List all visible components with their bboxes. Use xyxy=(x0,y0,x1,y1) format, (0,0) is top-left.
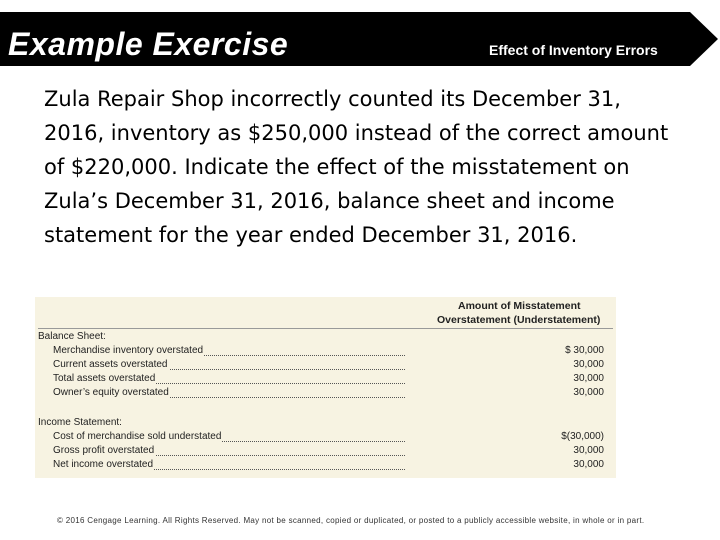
header-divider xyxy=(38,328,613,329)
row-amount: $(30,000) xyxy=(561,431,604,442)
row-amount: 30,000 xyxy=(573,359,604,370)
table-row-label xyxy=(53,359,403,370)
table-row-label xyxy=(53,445,403,456)
row-label-text: Merchandise inventory overstated xyxy=(53,345,204,356)
row-amount: 30,000 xyxy=(573,459,604,470)
row-label-text: Current assets overstated xyxy=(53,359,168,370)
table-row-label xyxy=(53,345,403,356)
table-row-label xyxy=(53,431,403,442)
misstatement-table xyxy=(35,297,616,478)
income-statement-heading: Income Statement: xyxy=(38,417,122,428)
row-label-text: Owner’s equity overstated xyxy=(53,387,169,398)
header-title: Example Exercise xyxy=(8,26,289,62)
header-subtitle: Effect of Inventory Errors xyxy=(489,42,658,58)
table-header-line1: Amount of Misstatement xyxy=(458,300,581,312)
row-label-text: Net income overstated xyxy=(53,459,154,470)
header-banner xyxy=(0,12,705,66)
row-label-text: Total assets overstated xyxy=(53,373,156,384)
row-amount: 30,000 xyxy=(573,373,604,384)
row-amount: 30,000 xyxy=(573,445,604,456)
row-amount: 30,000 xyxy=(573,387,604,398)
table-row-label xyxy=(53,459,403,470)
table-row-label xyxy=(53,387,403,398)
table-row-label xyxy=(53,373,403,384)
row-label-text: Cost of merchandise sold understated xyxy=(53,431,222,442)
balance-sheet-heading: Balance Sheet: xyxy=(38,331,106,342)
copyright-notice: © 2016 Cengage Learning. All Rights Reserved. May not be scanned, copied or duplicated, or posted to a publicly accessible website, in whole or in part. xyxy=(57,516,645,525)
problem-statement: Zula Repair Shop incorrectly counted its December 31, 2016, inventory as $250,000 instead of the correct amount of $220,000. Indicate the effect of the misstatement on Zula’s December 31, 2016, balance sheet and income statement for the year ended December 31, 2016. xyxy=(44,87,669,247)
row-label-text: Gross profit overstated xyxy=(53,445,155,456)
table-header-line2: Overstatement (Understatement) xyxy=(437,314,601,326)
row-amount: $ 30,000 xyxy=(565,345,604,356)
